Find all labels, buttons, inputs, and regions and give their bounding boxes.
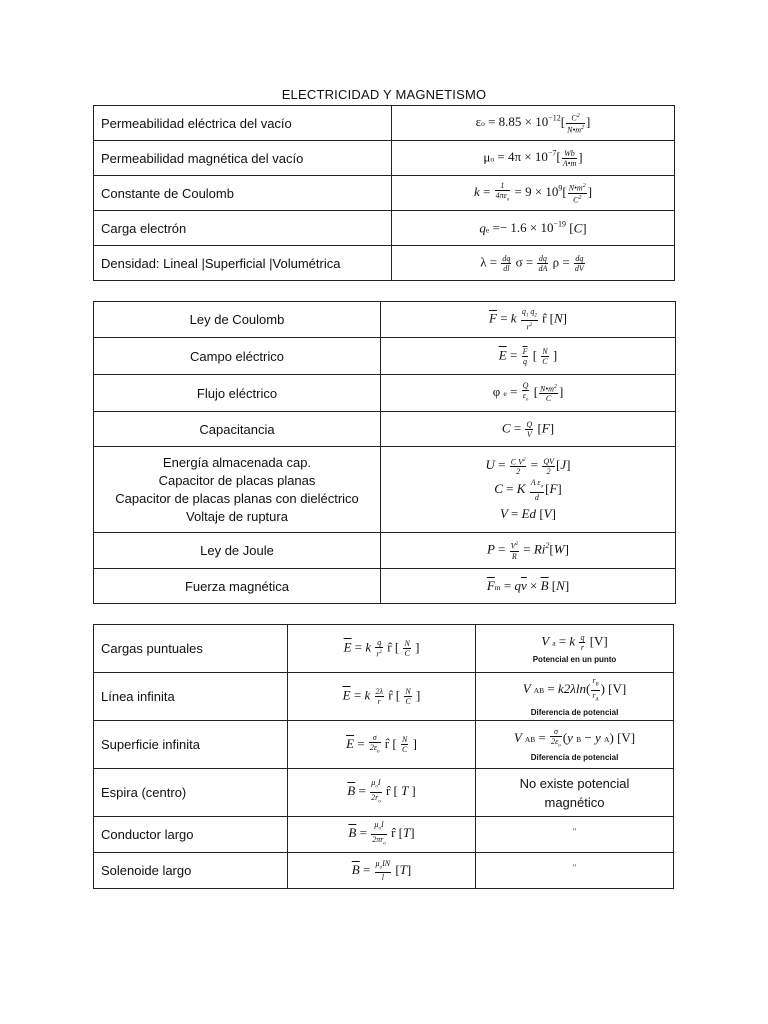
table-row <box>94 625 674 673</box>
table-row <box>94 853 674 889</box>
law-label: Fuerza magnética <box>94 569 381 604</box>
field-label: Superficie infinita <box>94 721 288 769</box>
table-row <box>94 769 674 817</box>
table-row <box>94 338 676 375</box>
constants-table <box>93 105 675 281</box>
law-label: Ley de Joule <box>94 533 381 569</box>
field-formula: $\overline{B}$ = $\frac{\mu_oI}{2r_o}$ r̂ [ T ] <box>288 769 476 817</box>
laws-table <box>93 301 676 604</box>
table-row <box>94 106 675 141</box>
table-row <box>94 817 674 853</box>
constant-label: Carga electrón <box>94 211 392 246</box>
table-row <box>94 302 676 338</box>
law-label: Capacitor de placas planas con dieléctrico <box>115 490 359 506</box>
field-label: Cargas puntuales <box>94 625 288 673</box>
potential-formula: V a = k $\frac{q}{r}$ [V] Potencial en un punto <box>476 625 674 673</box>
law-label: Energía almacenada cap. <box>162 454 312 470</box>
potential-note: Diferencia de potencial <box>530 753 619 763</box>
field-formula: $\overline{E}$ = $\frac{\sigma}{2\varepsilon_o}$ r̂ [ $\frac{N}{C}$ ] <box>288 721 476 769</box>
law-label-group <box>94 447 381 533</box>
constant-label: Constante de Coulomb <box>94 176 392 211</box>
table-row <box>94 211 675 246</box>
law-formula: U = $\frac{C V^2}{2}$ = $\frac{QV}{2}$ [J] C = K $\frac{A \varepsilon_o}{d}$ [F] V = Ed [V] <box>381 447 676 533</box>
table-row <box>94 141 675 176</box>
constant-formula: λ = $\frac{dq}{dl}$ σ = $\frac{dq}{dA}$ ρ = $\frac{dq}{dV}$ <box>392 246 675 281</box>
law-label: Flujo eléctrico <box>94 375 381 412</box>
field-formula: $\overline{B}$ = $\frac{\mu_oIN}{l}$ [T] <box>288 853 476 889</box>
table-row <box>94 533 676 569</box>
constant-label: Permeabilidad magnética del vacío <box>94 141 392 176</box>
constant-formula: qe =− $1.6 \times 10^{-19}$ [C] <box>392 211 675 246</box>
law-label: Ley de Coulomb <box>94 302 381 338</box>
field-formula: $\overline{E} = k$ $\frac{q}{r^2}$ r̂ [ $\frac{N}{C}$ ] <box>288 625 476 673</box>
potential-note: Potencial en un punto <box>532 655 617 664</box>
field-label: Línea infinita <box>94 673 288 721</box>
potential-text: No existe potencial magnético <box>476 769 674 817</box>
potential-formula: V AB = $\frac{\sigma}{2\varepsilon_o}$ (y B − y A) [V] Diferencia de potencial <box>476 721 674 769</box>
law-label: Campo eléctrico <box>94 338 381 375</box>
field-label: Espira (centro) <box>94 769 288 817</box>
constant-formula: k = $\frac{1}{4\pi\varepsilon_o}$ = $9 \times 10^9$[ $\frac{N•m^2}{C^2}$ ] <box>392 176 675 211</box>
potential-formula: V AB = k2λln( $\frac{r_B}{r_A}$ ) [V] Diferencia de potencial <box>476 673 674 721</box>
fields-table <box>93 624 674 889</box>
table-row <box>94 246 675 281</box>
law-formula: P = $\frac{V^2}{R}$ = $Ri^2[W]$ <box>381 533 676 569</box>
constant-label: Permeabilidad eléctrica del vacío <box>94 106 392 141</box>
table-row <box>94 176 675 211</box>
field-formula: $\overline{E} = k$ $\frac{2\lambda}{r}$ r̂ [ $\frac{N}{C}$ ] <box>288 673 476 721</box>
table-row <box>94 673 674 721</box>
constant-label: Densidad: Lineal |Superficial |Volumétrica <box>94 246 392 281</box>
law-formula: $\overline{E}$ = $\frac{\overline{F}}{q}$ [ $\frac{N}{C}$ ] <box>381 338 676 375</box>
field-label: Solenoide largo <box>94 853 288 889</box>
table-row <box>94 569 676 604</box>
field-label: Conductor largo <box>94 817 288 853</box>
table-row <box>94 447 676 533</box>
table-row <box>94 412 676 447</box>
law-formula: C = $\frac{Q}{V}$ [F] <box>381 412 676 447</box>
constant-formula: $\mu o = 4\pi \times 10^{-7}$[ $\frac{Wb}{A•m}$ ] <box>392 141 675 176</box>
potential-text: " <box>476 853 674 889</box>
potential-note: Diferencia de potencial <box>530 707 619 717</box>
law-formula: $\overline{F}m = q\overline{v} \times \overline{B}$ [N] <box>381 569 676 604</box>
constant-formula: $\varepsilon o = 8.85 \times 10^{-12}$[ $\frac{C^2}{N•m^2}$ ] <box>392 106 675 141</box>
table-row <box>94 375 676 412</box>
potential-text: " <box>476 817 674 853</box>
page-title: ELECTRICIDAD Y MAGNETISMO <box>281 87 487 102</box>
law-formula: $\overline{F} = k$ $\frac{q_1 q_2}{r^2}$ r̂ [N] <box>381 302 676 338</box>
law-label: Capacitancia <box>94 412 381 447</box>
table-row <box>94 721 674 769</box>
law-formula: φ e = $\frac{Q}{\varepsilon_o}$ [ $\frac{N•m^2}{C}$ ] <box>381 375 676 412</box>
law-label: Voltaje de ruptura <box>186 508 288 524</box>
field-formula: $\overline{B}$ = $\frac{\mu_oI}{2\pi r_o}$ r̂ [T] <box>288 817 476 853</box>
law-label: Capacitor de placas planas <box>158 472 316 488</box>
